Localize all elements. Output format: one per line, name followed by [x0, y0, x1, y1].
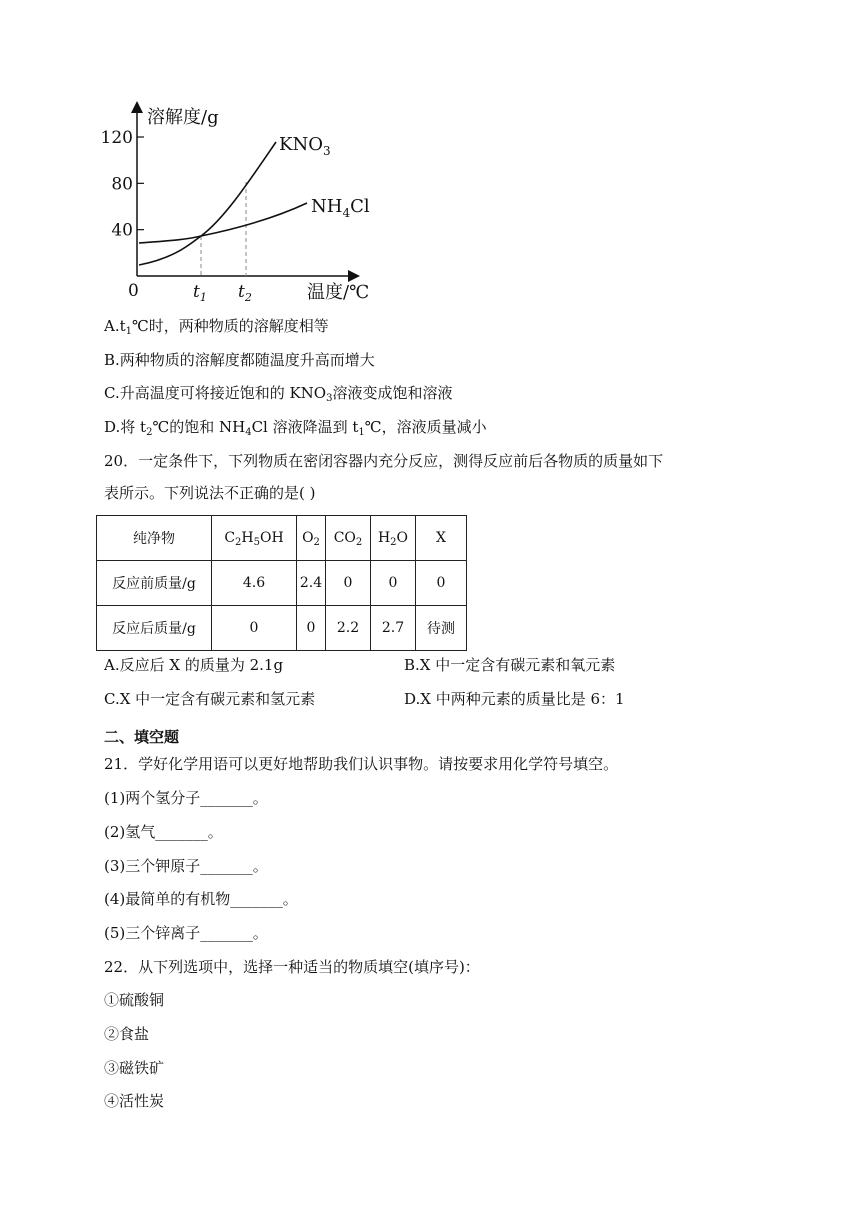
section-heading: 二、填空题	[104, 728, 180, 746]
q20-option-b: B.X 中一定含有碳元素和氧元素	[404, 656, 616, 674]
table-row	[97, 606, 467, 651]
table-cell: 0	[297, 606, 326, 651]
series-label-kno3: $KNO_3$	[279, 134, 331, 158]
q22-item: ④活性炭	[104, 1092, 165, 1110]
series-line-kno3	[139, 142, 276, 265]
table-cell: 0	[326, 561, 371, 606]
q22-stem: 22．从下列选项中，选择一种适当的物质填空(填序号)：	[104, 958, 480, 976]
table-cell: 4.6	[212, 561, 297, 606]
q22-item: ③磁铁矿	[104, 1059, 165, 1077]
reaction-mass-table	[96, 515, 467, 651]
y-tick-label: 80	[111, 174, 133, 195]
solubility-chart	[0, 0, 860, 310]
series-line-nh4cl	[139, 203, 307, 243]
series-label-nh4cl: $NH_4Cl$	[311, 196, 370, 220]
y-tick-label: 120	[100, 128, 133, 148]
y-tick-label: 40	[111, 220, 133, 241]
table-cell: 2.7	[371, 606, 416, 651]
table-header-cell: $O_2$	[297, 516, 326, 561]
table-cell: 0	[371, 561, 416, 606]
q20-option-a: A.反应后 X 的质量为 2.1g	[104, 656, 284, 674]
q21-item: (3)三个钾原子_______。	[104, 857, 268, 875]
table-cell: 0	[212, 606, 297, 651]
table-header-cell: 纯净物	[97, 516, 212, 561]
q20-option-d: D.X 中两种元素的质量比是 6：1	[404, 690, 625, 708]
table-cell: 2.4	[297, 561, 326, 606]
q19-option-b: B.两种物质的溶解度都随温度升高而增大	[104, 351, 375, 369]
q21-stem: 21．学好化学用语可以更好地帮助我们认识事物。请按要求用化学符号填空。	[104, 755, 619, 773]
table-header-cell: X	[416, 516, 467, 561]
table-header-cell: $C_2H_5OH$	[212, 516, 297, 561]
origin-label: 0	[128, 281, 139, 301]
tick-label-t2: $t_2$	[238, 282, 252, 304]
q22-item: ①硫酸铜	[104, 991, 165, 1009]
y-axis-label: 溶解度/g	[147, 107, 219, 128]
q21-item: (5)三个锌离子_______。	[104, 924, 268, 942]
q22-item: ②食盐	[104, 1025, 150, 1043]
table-row-label: 反应后质量/g	[97, 606, 212, 651]
q19-option-a: $A.t_1℃$时，两种物质的溶解度相等	[104, 317, 329, 337]
q19-option-c: C.升高温度可将接近饱和的 $KNO_3$溶液变成饱和溶液	[104, 384, 453, 404]
q21-item: (4)最简单的有机物_______。	[104, 890, 298, 908]
q21-item: (1)两个氢分子_______。	[104, 789, 268, 807]
table-header-cell: $CO_2$	[326, 516, 371, 561]
q20-stem-line2: 表所示。下列说法不正确的是( )	[104, 484, 316, 502]
x-axis-label: 温度/℃	[307, 282, 370, 303]
tick-label-t1: $t_1$	[193, 282, 207, 304]
table-row-label: 反应前质量/g	[97, 561, 212, 606]
table-cell: 0	[416, 561, 467, 606]
table-header-cell: $H_2O$	[371, 516, 416, 561]
table-header-row	[97, 516, 467, 561]
q19-option-d: D.将 $t_2℃$的饱和 $NH_4Cl$ 溶液降温到 $t_1℃$，溶液质量减小	[104, 418, 487, 438]
table-cell: 待测	[416, 606, 467, 651]
table-row	[97, 561, 467, 606]
q20-stem-line1: 20．一定条件下，下列物质在密闭容器内充分反应，测得反应前后各物质的质量如下	[104, 452, 664, 470]
q20-option-c: C.X 中一定含有碳元素和氢元素	[104, 690, 316, 708]
q21-item: (2)氢气_______。	[104, 823, 223, 841]
table-cell: 2.2	[326, 606, 371, 651]
